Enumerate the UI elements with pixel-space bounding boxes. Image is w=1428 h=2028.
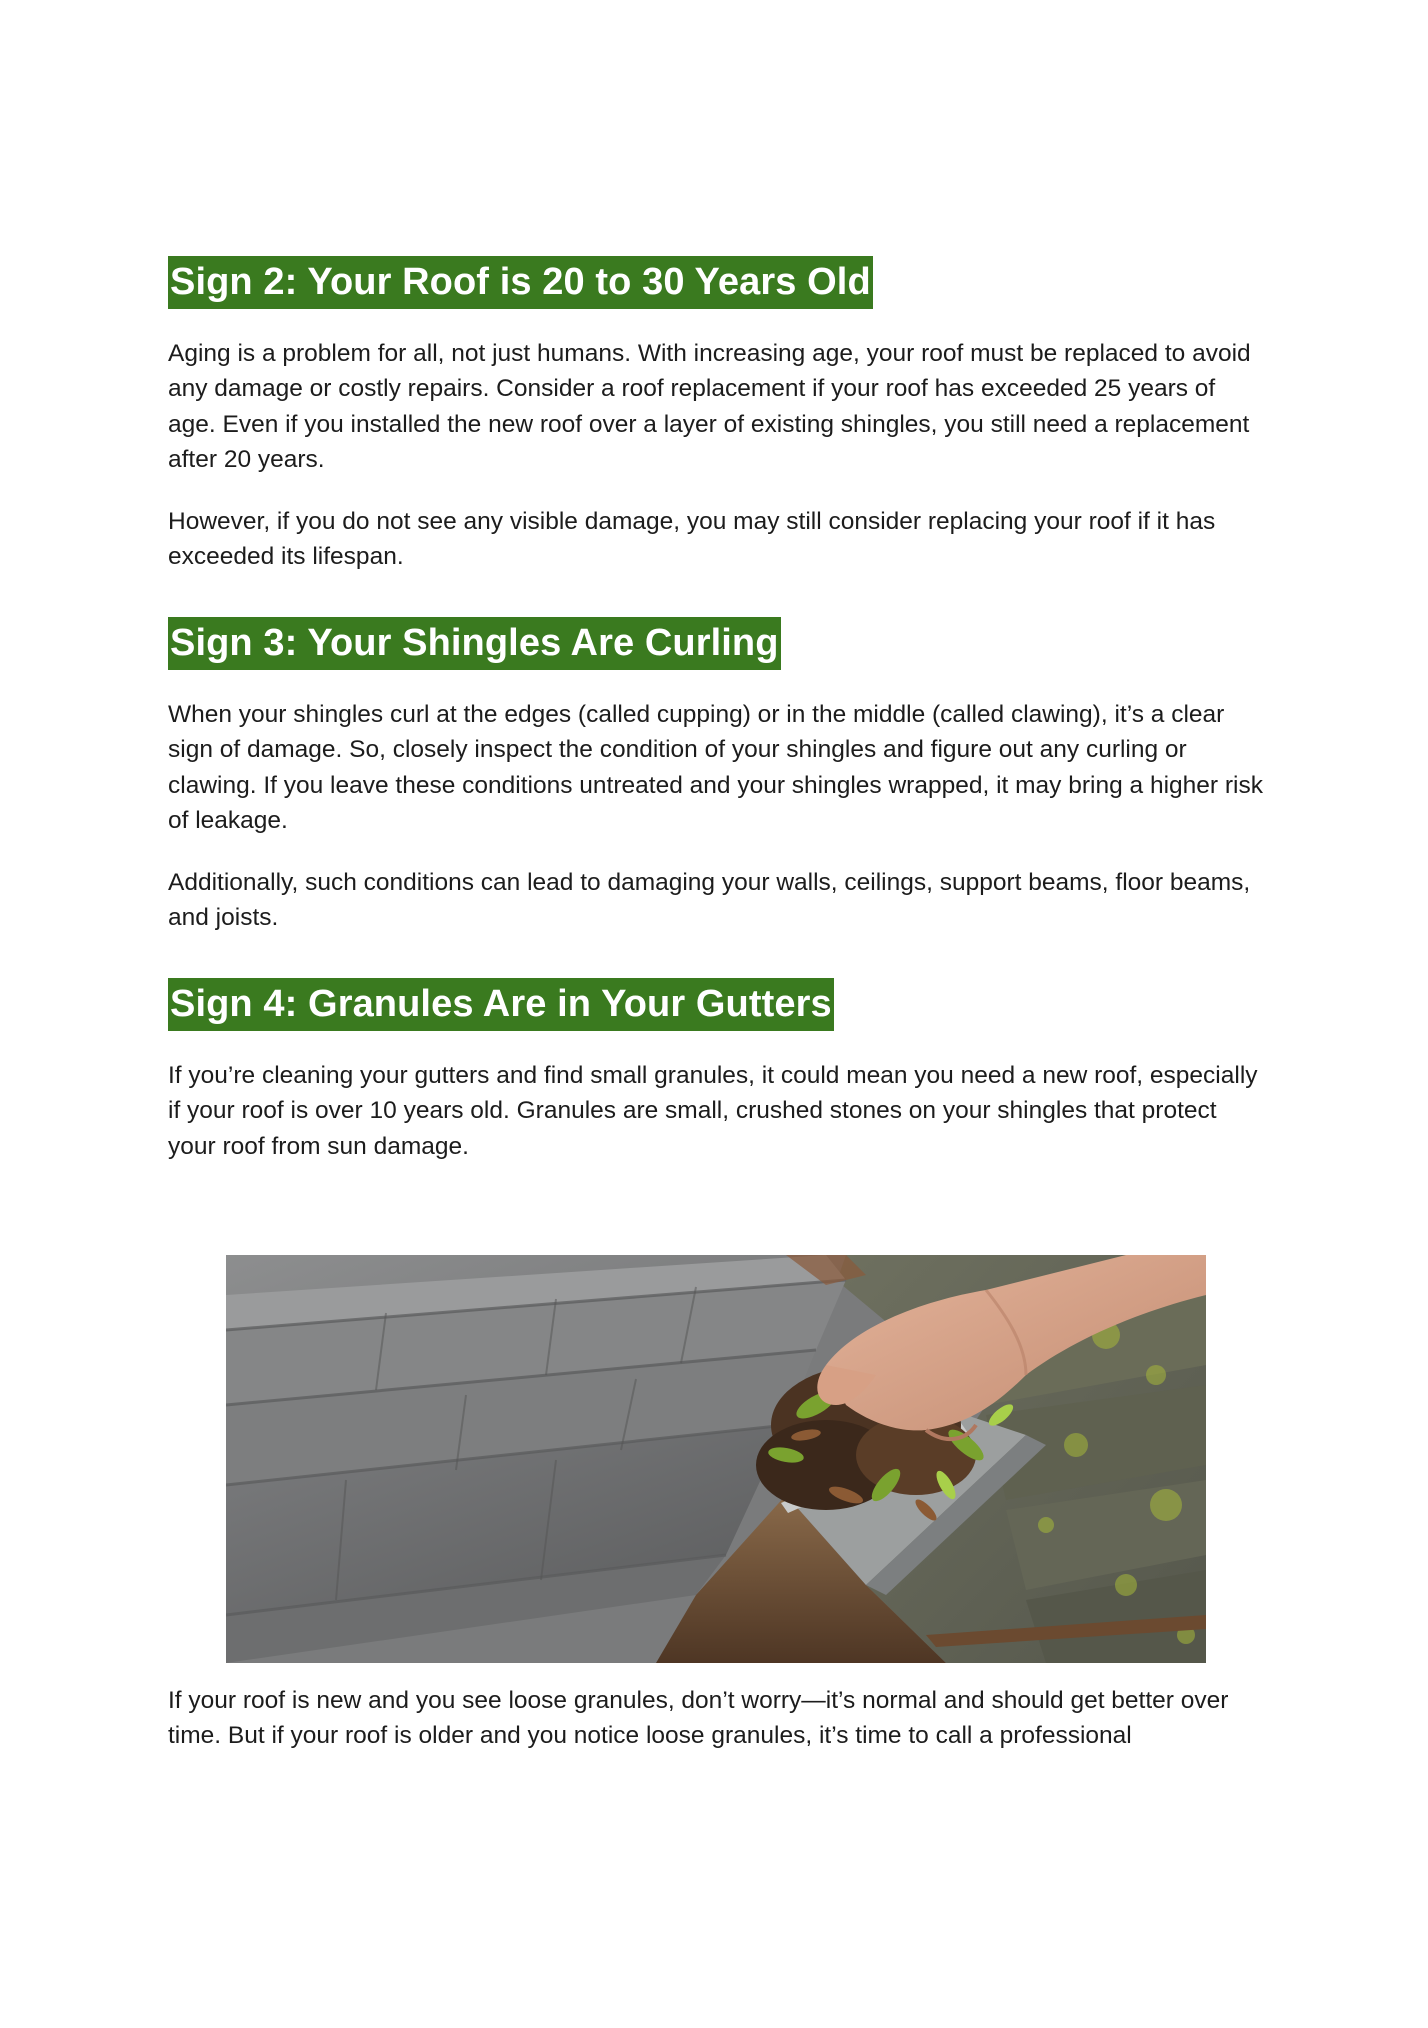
paragraph: When your shingles curl at the edges (called cupping) or in the middle (called clawing), it’s a clear sign of damage. So, closely inspect the condition of your shingles and figure out any curling or clawing. If you leave these conditions untreated and your shingles wrapped, it may bring a higher risk of leakage.	[168, 701, 1263, 834]
paragraph: However, if you do not see any visible damage, you may still consider replacing your roof if it has exceeded its lifespan.	[168, 508, 1216, 571]
paragraph: If your roof is new and you see loose granules, don’t worry—it’s normal and should get better over time. But if your roof is older and you notice loose granules, it’s time to call a professional	[168, 1687, 1229, 1750]
section-sign-2	[168, 256, 873, 309]
section-sign-4	[168, 978, 834, 1031]
section-heading: Sign 3: Your Shingles Are Curling	[168, 617, 781, 670]
paragraph: Additionally, such conditions can lead to damaging your walls, ceilings, support beams, floor beams, and joists.	[168, 869, 1251, 932]
gutter-cleaning-photo	[226, 1255, 1206, 1663]
section-heading: Sign 2: Your Roof is 20 to 30 Years Old	[168, 256, 873, 309]
section-sign-3	[168, 617, 781, 670]
section-heading: Sign 4: Granules Are in Your Gutters	[168, 978, 834, 1031]
paragraph: If you’re cleaning your gutters and find small granules, it could mean you need a new roof, especially if your roof is over 10 years old. Granules are small, crushed stones on your shingles that protect your roof from sun damage.	[168, 1062, 1258, 1160]
paragraph: Aging is a problem for all, not just humans. With increasing age, your roof must be replaced to avoid any damage or costly repairs. Consider a roof replacement if your roof has exceeded 25 years of age. Even if you installed the new roof over a layer of existing shingles, you still need a replacement after 20 years.	[168, 340, 1251, 473]
